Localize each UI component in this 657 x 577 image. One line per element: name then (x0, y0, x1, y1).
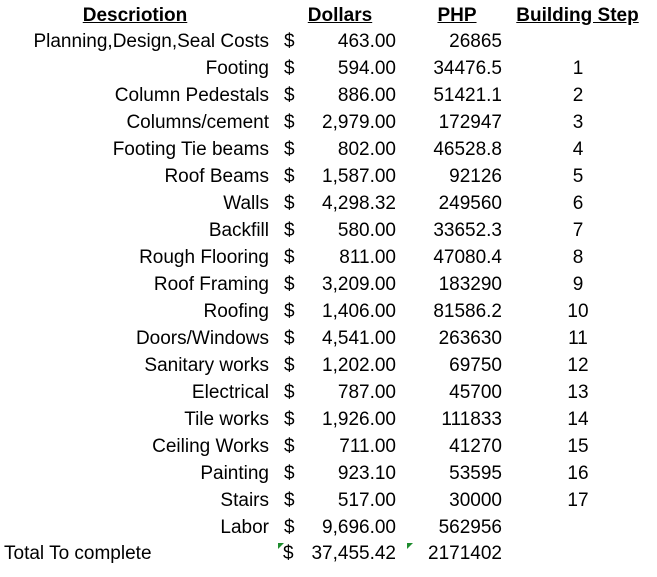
row-php: 249560 (438, 193, 502, 214)
header-php: PHP (437, 5, 477, 26)
row-description: Footing Tie beams (112, 139, 269, 160)
row-building-step: 13 (567, 382, 589, 403)
header-step: Building Step (516, 5, 639, 26)
total-row (0, 540, 657, 567)
header-dollars: Dollars (307, 5, 373, 26)
row-dollars: 580.00 (337, 220, 396, 241)
row-php: 69750 (449, 355, 502, 376)
row-building-step: 3 (572, 112, 584, 133)
total-currency-sign: $ (283, 543, 294, 564)
row-dollars: 711.00 (339, 436, 396, 457)
row-php: 81586.2 (433, 301, 502, 322)
row-building-step: 7 (572, 220, 584, 241)
row-currency-sign: $ (284, 58, 295, 79)
row-dollars: 923.10 (337, 463, 396, 484)
row-currency-sign: $ (284, 85, 295, 106)
row-building-step: 10 (567, 301, 589, 322)
row-currency-sign: $ (284, 328, 295, 349)
row-currency-sign: $ (284, 463, 295, 484)
row-dollars: 4,298.32 (322, 193, 396, 214)
table-row (0, 136, 657, 163)
header-description: Descriotion (82, 5, 188, 26)
table-row (0, 433, 657, 460)
row-building-step: 12 (567, 355, 589, 376)
row-php: 562956 (438, 517, 502, 538)
row-building-step: 11 (568, 328, 588, 349)
row-building-step: 14 (567, 409, 589, 430)
row-description: Stairs (220, 490, 269, 511)
row-description: Roof Framing (153, 274, 269, 295)
row-dollars: 517.00 (337, 490, 396, 511)
row-description: Backfill (208, 220, 269, 241)
row-dollars: 4,541.00 (322, 328, 396, 349)
table-row (0, 271, 657, 298)
row-building-step: 1 (572, 58, 584, 79)
row-currency-sign: $ (284, 166, 295, 187)
row-dollars: 1,587.00 (322, 166, 396, 187)
table-row (0, 217, 657, 244)
row-php: 263630 (438, 328, 502, 349)
row-description: Labor (220, 517, 269, 538)
row-currency-sign: $ (284, 193, 295, 214)
row-description: Tile works (184, 409, 269, 430)
table-row (0, 28, 657, 55)
row-dollars: 811.00 (339, 247, 396, 268)
table-row (0, 163, 657, 190)
table-row (0, 298, 657, 325)
row-building-step (508, 514, 648, 541)
row-dollars: 787.00 (337, 382, 396, 403)
row-currency-sign: $ (284, 31, 295, 52)
row-php: 183290 (438, 274, 502, 295)
row-dollars: 9,696.00 (322, 517, 396, 538)
row-description: Rough Flooring (139, 247, 269, 268)
total-dollars: 37,455.42 (311, 543, 396, 564)
row-dollars: 802.00 (337, 139, 396, 160)
row-building-step: 8 (572, 247, 584, 268)
row-description: Sanitary works (144, 355, 269, 376)
row-php: 41270 (449, 436, 502, 457)
row-description: Doors/Windows (135, 328, 269, 349)
table-row (0, 244, 657, 271)
row-dollars: 1,406.00 (322, 301, 396, 322)
row-php: 46528.8 (433, 139, 502, 160)
row-description: Columns/cement (126, 112, 269, 133)
row-currency-sign: $ (284, 247, 295, 268)
row-building-step: 17 (567, 490, 589, 511)
row-description: Column Pedestals (114, 85, 269, 106)
row-php: 45700 (449, 382, 502, 403)
row-php: 51421.1 (433, 85, 502, 106)
row-description: Roof Beams (164, 166, 269, 187)
row-php: 33652.3 (433, 220, 502, 241)
row-dollars: 463.00 (337, 31, 396, 52)
row-description: Walls (223, 193, 269, 214)
row-currency-sign: $ (284, 112, 295, 133)
table-row (0, 352, 657, 379)
table-row (0, 406, 657, 433)
total-php: 2171402 (428, 543, 502, 564)
row-building-step (508, 28, 648, 55)
row-currency-sign: $ (284, 301, 295, 322)
row-php: 111833 (441, 409, 502, 430)
row-building-step: 5 (572, 166, 584, 187)
row-currency-sign: $ (284, 490, 295, 511)
row-description: Electrical (191, 382, 269, 403)
row-currency-sign: $ (284, 409, 295, 430)
row-dollars: 1,926.00 (322, 409, 396, 430)
row-dollars: 2,979.00 (322, 112, 396, 133)
row-currency-sign: $ (284, 220, 295, 241)
table-row (0, 55, 657, 82)
table-row (0, 514, 657, 541)
row-php: 53595 (449, 463, 502, 484)
row-currency-sign: $ (284, 139, 295, 160)
table-row (0, 325, 657, 352)
row-building-step: 4 (572, 139, 584, 160)
row-php: 30000 (449, 490, 502, 511)
row-description: Ceiling Works (152, 436, 269, 457)
row-currency-sign: $ (284, 274, 295, 295)
row-description: Footing (205, 58, 269, 79)
row-dollars: 594.00 (337, 58, 396, 79)
table-row (0, 82, 657, 109)
table-row (0, 190, 657, 217)
row-dollars: 886.00 (337, 85, 396, 106)
row-php: 34476.5 (433, 58, 502, 79)
row-building-step: 9 (572, 274, 584, 295)
row-description: Painting (200, 463, 269, 484)
row-php: 172947 (438, 112, 502, 133)
table-row (0, 487, 657, 514)
row-currency-sign: $ (284, 436, 295, 457)
row-building-step: 15 (567, 436, 589, 457)
row-currency-sign: $ (284, 517, 295, 538)
row-php: 47080.4 (433, 247, 502, 268)
table-row (0, 379, 657, 406)
header-row (0, 2, 657, 29)
row-dollars: 3,209.00 (322, 274, 396, 295)
table-row (0, 109, 657, 136)
table-row (0, 460, 657, 487)
row-building-step: 6 (572, 193, 584, 214)
row-currency-sign: $ (284, 382, 295, 403)
row-building-step: 16 (567, 463, 589, 484)
row-description: Planning,Design,Seal Costs (33, 31, 269, 52)
total-label: Total To complete (4, 543, 152, 564)
row-currency-sign: $ (284, 355, 295, 376)
row-building-step: 2 (572, 85, 584, 106)
row-dollars: 1,202.00 (322, 355, 396, 376)
row-description: Roofing (203, 301, 269, 322)
row-php: 26865 (449, 31, 502, 52)
row-php: 92126 (449, 166, 502, 187)
